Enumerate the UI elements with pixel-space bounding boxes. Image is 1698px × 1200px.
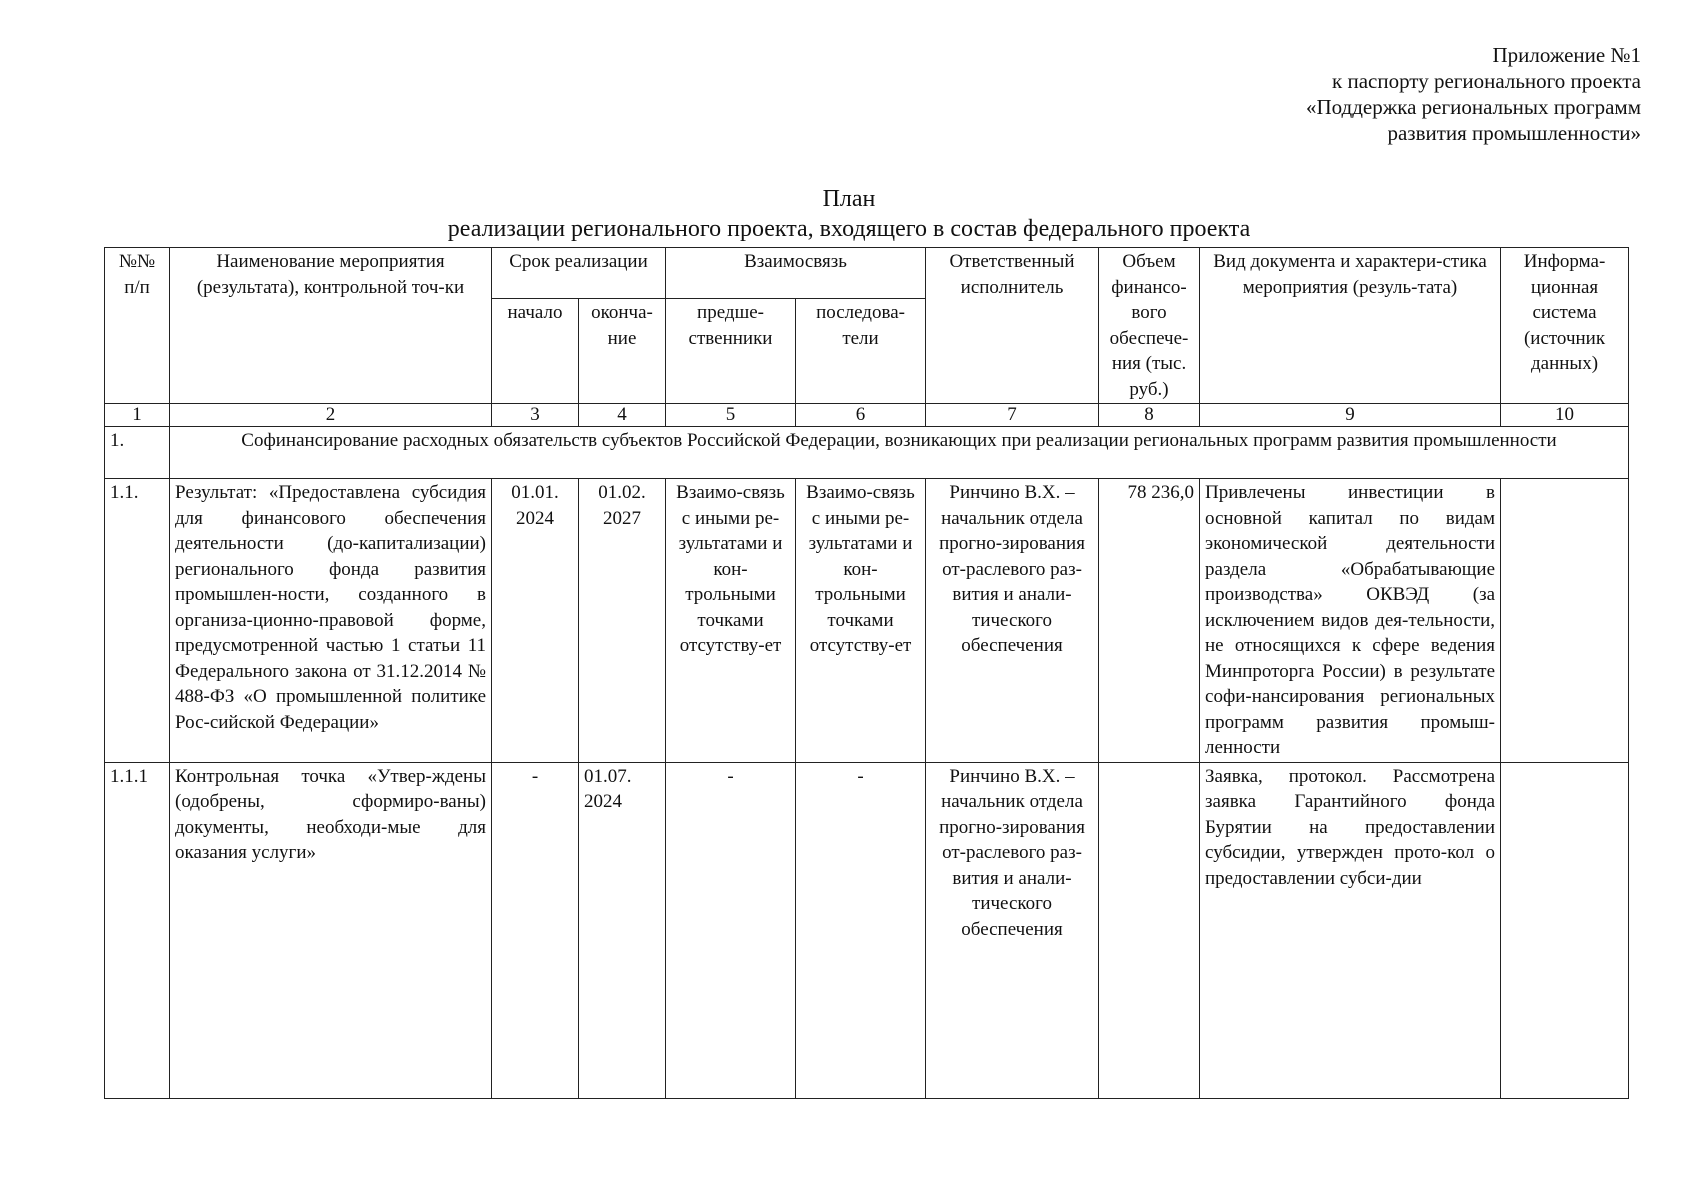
index-row bbox=[105, 404, 1629, 427]
header-finance: Объем финансо-вого обеспече-ния (тыс. руб.) bbox=[1099, 248, 1200, 404]
appendix-line-4: развития промышленности» bbox=[1387, 121, 1641, 145]
header-name: Наименование мероприятия (результата), контрольной точ-ки bbox=[170, 248, 492, 404]
appendix-block bbox=[1306, 42, 1641, 146]
row-info bbox=[1501, 762, 1629, 1098]
row-end: 01.07. 2024 bbox=[579, 762, 666, 1098]
row-succ: - bbox=[796, 762, 926, 1098]
header-term-end: оконча-ние bbox=[579, 299, 666, 404]
section-num: 1. bbox=[105, 427, 170, 479]
appendix-line-1: Приложение №1 bbox=[1492, 43, 1641, 67]
index-cell: 4 bbox=[579, 404, 666, 427]
row-doc: Заявка, протокол. Рассмотрена заявка Гарантийного фонда Бурятии на предоставлении субсидии, утвержден прото-кол о предоставлении субси-дии bbox=[1200, 762, 1501, 1098]
row-doc: Привлечены инвестиции в основной капитал по видам экономической деятельности раздела «Обрабатывающие производства» ОКВЭД (за исключением видов дея-тельности, не относящихся к сфере ведения Минпроторга России) в результате софи-нансирования региональных программ развития промыш-ленности bbox=[1200, 479, 1501, 763]
appendix-line-2: к паспорту регионального проекта bbox=[1332, 69, 1641, 93]
row-end: 01.02. 2027 bbox=[579, 479, 666, 763]
table-row bbox=[105, 762, 1629, 1098]
row-name: Контрольная точка «Утвер-ждены (одобрены, сформиро-ваны) документы, необходи-мые для оказания услуги» bbox=[170, 762, 492, 1098]
index-cell: 10 bbox=[1501, 404, 1629, 427]
section-title: Софинансирование расходных обязательств субъектов Российской Федерации, возникающих при реализации региональных программ развития промышленности bbox=[170, 427, 1629, 479]
header-doc: Вид документа и характери-стика мероприятия (резуль-тата) bbox=[1200, 248, 1501, 404]
header-row-1 bbox=[105, 248, 1629, 299]
header-info: Информа-ционная система (источник данных) bbox=[1501, 248, 1629, 404]
document-subtitle: реализации регионального проекта, входящего в состав федерального проекта bbox=[447, 216, 1251, 242]
row-num: 1.1. bbox=[105, 479, 170, 763]
header-link-succ: последова-тели bbox=[796, 299, 926, 404]
header-link-pred: предше-ственники bbox=[666, 299, 796, 404]
row-finance bbox=[1099, 762, 1200, 1098]
row-info bbox=[1501, 479, 1629, 763]
index-cell: 9 bbox=[1200, 404, 1501, 427]
index-cell: 3 bbox=[492, 404, 579, 427]
document-title: План bbox=[822, 186, 876, 212]
row-pred: Взаимо-связь с иными ре-зультатами и кон-трольными точками отсутству-ет bbox=[666, 479, 796, 763]
index-cell: 1 bbox=[105, 404, 170, 427]
row-pred: - bbox=[666, 762, 796, 1098]
header-responsible: Ответственный исполнитель bbox=[926, 248, 1099, 404]
row-responsible: Ринчино В.Х. – начальник отдела прогно-зирования от-раслевого раз-вития и анали-тического обеспечения bbox=[926, 479, 1099, 763]
section-row bbox=[105, 427, 1629, 479]
index-cell: 8 bbox=[1099, 404, 1200, 427]
header-term-start: начало bbox=[492, 299, 579, 404]
index-cell: 7 bbox=[926, 404, 1099, 427]
row-start: 01.01. 2024 bbox=[492, 479, 579, 763]
header-num: №№ п/п bbox=[105, 248, 170, 404]
row-start: - bbox=[492, 762, 579, 1098]
row-succ: Взаимо-связь с иными ре-зультатами и кон-трольными точками отсутству-ет bbox=[796, 479, 926, 763]
row-finance: 78 236,0 bbox=[1099, 479, 1200, 763]
appendix-line-3: «Поддержка региональных программ bbox=[1305, 95, 1641, 119]
index-cell: 6 bbox=[796, 404, 926, 427]
header-term: Срок реализации bbox=[492, 248, 666, 299]
plan-table bbox=[104, 247, 1629, 1099]
index-cell: 5 bbox=[666, 404, 796, 427]
header-link: Взаимосвязь bbox=[666, 248, 926, 299]
row-responsible: Ринчино В.Х. – начальник отдела прогно-зирования от-раслевого раз-вития и анали-тического обеспечения bbox=[926, 762, 1099, 1098]
row-name: Результат: «Предоставлена субсидия для финансового обеспечения деятельности (до-капитализации) регионального фонда развития промышлен-ности, созданного в организа-ционно-правовой форме, предусмотренной частью 1 статьи 11 Федерального закона от 31.12.2014 № 488-ФЗ «О промышленной политике Рос-сийской Федерации» bbox=[170, 479, 492, 763]
row-num: 1.1.1 bbox=[105, 762, 170, 1098]
index-cell: 2 bbox=[170, 404, 492, 427]
table-row bbox=[105, 479, 1629, 763]
